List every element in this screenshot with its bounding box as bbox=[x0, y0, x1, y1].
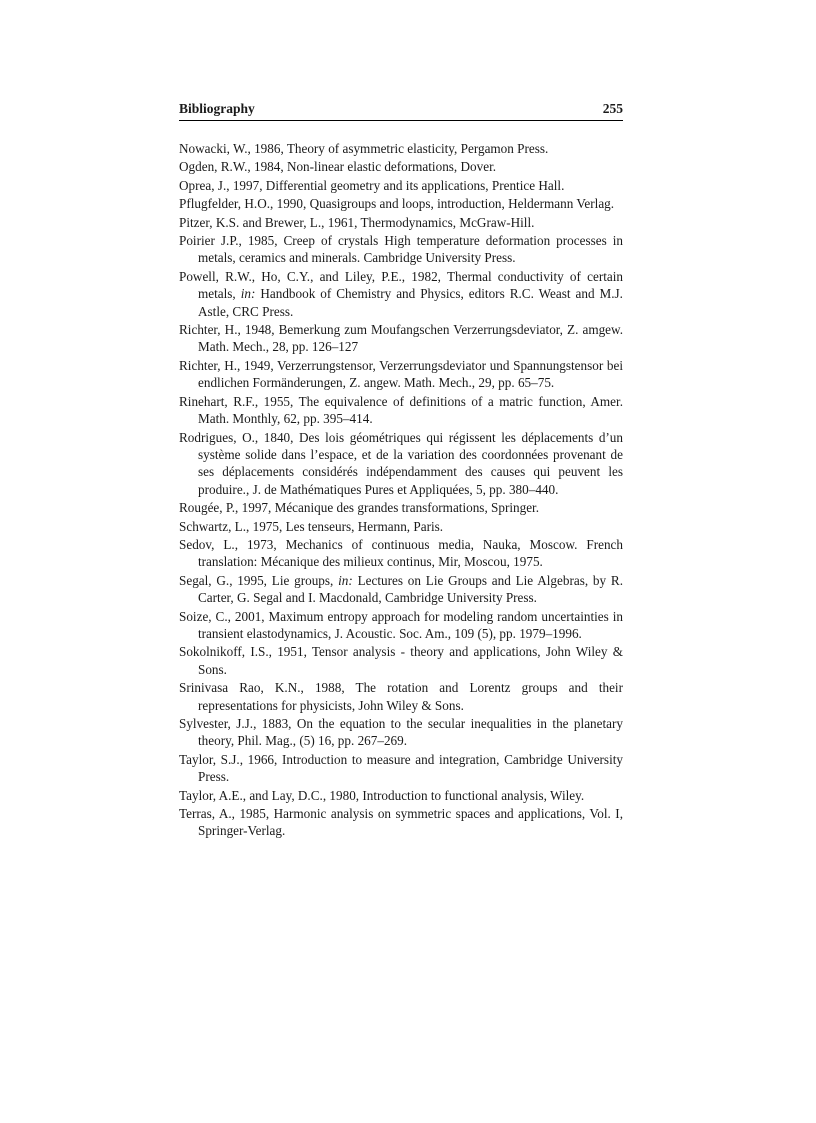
reference-entry bbox=[179, 751, 623, 786]
reference-entry bbox=[179, 499, 623, 516]
reference-entry bbox=[179, 715, 623, 750]
reference-text: Poirier J.P., 1985, Creep of crystals High temperature deformation processes in metals, ceramics and minerals. Cambridge University Press. bbox=[179, 233, 623, 266]
reference-text: Oprea, J., 1997, Differential geometry and its applications, Prentice Hall. bbox=[179, 177, 565, 193]
reference-entry bbox=[179, 536, 623, 571]
reference-entry bbox=[179, 268, 623, 320]
running-head bbox=[179, 100, 623, 121]
reference-entry bbox=[179, 158, 623, 175]
reference-entry bbox=[179, 572, 623, 607]
reference-text: Srinivasa Rao, K.N., 1988, The rotation and Lorentz groups and their representations for physicists, John Wiley & Sons. bbox=[179, 680, 623, 713]
reference-entry bbox=[179, 608, 623, 643]
reference-text: Terras, A., 1985, Harmonic analysis on symmetric spaces and applications, Vol. I, Springer-Verlag. bbox=[179, 806, 623, 839]
reference-text: Rougée, P., 1997, Mécanique des grandes transformations, Springer. bbox=[179, 500, 540, 516]
reference-entry bbox=[179, 805, 623, 840]
reference-text: Taylor, S.J., 1966, Introduction to measure and integration, Cambridge University Press. bbox=[179, 751, 623, 785]
reference-entry bbox=[179, 321, 623, 356]
reference-text: Richter, H., 1948, Bemerkung zum Moufangschen Verzerrungsdeviator, Z. amgew. Math. Mech., 28, pp. 126–127 bbox=[179, 322, 623, 355]
reference-entry bbox=[179, 232, 623, 267]
reference-entry bbox=[179, 195, 623, 212]
reference-entry bbox=[179, 679, 623, 714]
reference-entry bbox=[179, 214, 623, 231]
reference-text: Nowacki, W., 1986, Theory of asymmetric elasticity, Pergamon Press. bbox=[179, 141, 549, 156]
reference-text: Taylor, A.E., and Lay, D.C., 1980, Introduction to functional analysis, Wiley. bbox=[179, 787, 585, 803]
page-number: 255 bbox=[602, 101, 623, 116]
reference-text: Rinehart, R.F., 1955, The equivalence of definitions of a matric function, Amer. Math. Monthly, 62, pp. 395–414. bbox=[179, 393, 623, 427]
reference-entry bbox=[179, 357, 623, 392]
page bbox=[179, 100, 623, 841]
running-head-title: Bibliography bbox=[179, 101, 255, 116]
reference-text: Lectures on Lie Groups and Lie Algebras, by R. Carter, G. Segal and I. Macdonald, Cambridge University Press. bbox=[198, 572, 624, 606]
reference-entry bbox=[179, 429, 623, 499]
reference-text: Powell, R.W., Ho, C.Y., and Liley, P.E., 1982, Thermal conductivity of certain metals, bbox=[179, 268, 623, 302]
reference-entry bbox=[179, 787, 623, 804]
reference-text: Pitzer, K.S. and Brewer, L., 1961, Thermodynamics, McGraw-Hill. bbox=[179, 214, 535, 230]
reference-text: Soize, C., 2001, Maximum entropy approach for modeling random uncertainties in transient elastodynamics, J. Acoustic. Soc. Am., 109 (5), pp. 1979–1996. bbox=[179, 608, 623, 641]
reference-entry bbox=[179, 643, 623, 678]
reference-italic-text: in: bbox=[240, 286, 256, 302]
reference-text: Segal, G., 1995, Lie groups, bbox=[179, 572, 339, 588]
reference-text: Sylvester, J.J., 1883, On the equation to the secular inequalities in the planetary theory, Phil. Mag., (5) 16, pp. 267–269. bbox=[179, 716, 623, 749]
reference-text: Pflugfelder, H.O., 1990, Quasigroups and loops, introduction, Heldermann Verlag. bbox=[179, 196, 615, 212]
reference-text: Richter, H., 1949, Verzerrungstensor, Verzerrungsdeviator und Spannungstensor bei endlichen Formänderungen, Z. angew. Math. Mech., 29, pp. 65–75. bbox=[179, 357, 623, 391]
reference-entry bbox=[179, 518, 623, 535]
reference-text: Handbook of Chemistry and Physics, editors R.C. Weast and M.J. Astle, CRC Press. bbox=[198, 286, 623, 319]
reference-text: Sokolnikoff, I.S., 1951, Tensor analysis - theory and applications, John Wiley & Sons. bbox=[179, 644, 623, 677]
reference-entry bbox=[179, 393, 623, 428]
reference-text: Sedov, L., 1973, Mechanics of continuous media, Nauka, Moscow. French translation: Mécanique des milieux continus, Mir, Moscou, 1975. bbox=[179, 536, 623, 570]
reference-italic-text: in: bbox=[338, 572, 353, 588]
reference-entry bbox=[179, 177, 623, 194]
reference-list bbox=[179, 140, 623, 840]
reference-text: Ogden, R.W., 1984, Non-linear elastic deformations, Dover. bbox=[179, 159, 497, 175]
reference-text: Rodrigues, O., 1840, Des lois géométriques qui régissent les déplacements d’un système solide dans l’espace, et de la variation des coordonnées provenant de ses déplacements considérés indépendamment des causes qui peuvent les produire., J. de Mathématiques Pures et Appliquées, 5, pp. 380–440. bbox=[179, 429, 623, 497]
reference-entry bbox=[179, 140, 623, 157]
reference-text: Schwartz, L., 1975, Les tenseurs, Hermann, Paris. bbox=[179, 518, 444, 534]
